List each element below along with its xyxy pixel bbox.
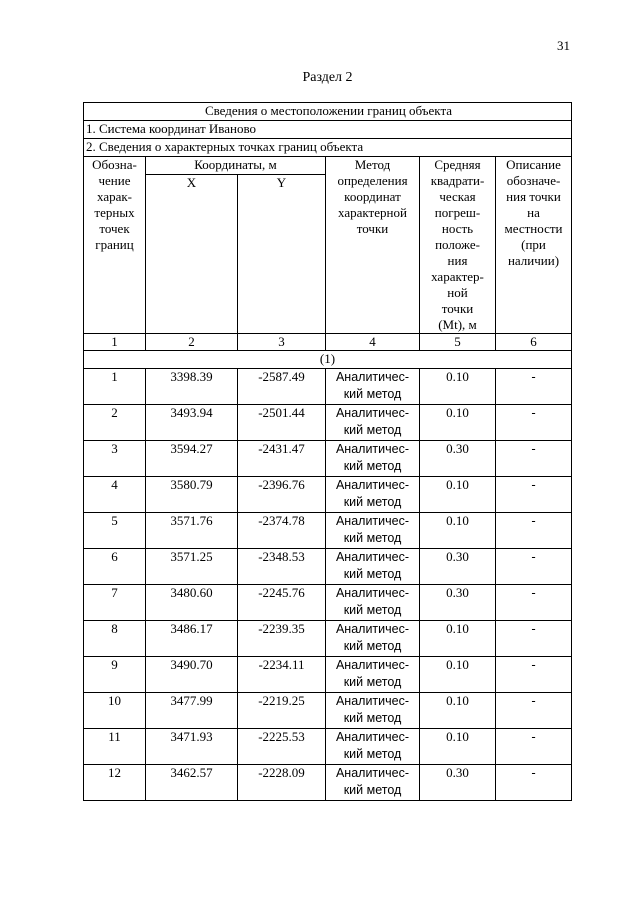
x-coordinate-cell: 3462.57 <box>146 765 238 801</box>
table-row <box>84 441 572 477</box>
points-info-row: 2. Сведения о характерных точках границ объекта <box>84 139 572 157</box>
description-cell: - <box>496 405 572 441</box>
table-row <box>84 621 572 657</box>
table-row <box>84 549 572 585</box>
x-coordinate-cell: 3490.70 <box>146 657 238 693</box>
group-row <box>84 351 572 369</box>
header-y: Y <box>238 175 326 334</box>
error-cell: 0.10 <box>420 621 496 657</box>
header-description: Описание обозначе- ния точки на местности (при наличии) <box>496 157 572 334</box>
table-row <box>84 405 572 441</box>
description-cell: - <box>496 693 572 729</box>
point-number-cell: 2 <box>84 405 146 441</box>
description-cell: - <box>496 657 572 693</box>
error-cell: 0.10 <box>420 729 496 765</box>
x-coordinate-cell: 3571.25 <box>146 549 238 585</box>
x-coordinate-cell: 3398.39 <box>146 369 238 405</box>
x-coordinate-cell: 3493.94 <box>146 405 238 441</box>
method-cell: Аналитичес- кий метод <box>326 477 420 513</box>
method-cell: Аналитичес- кий метод <box>326 405 420 441</box>
description-cell: - <box>496 441 572 477</box>
method-cell: Аналитичес- кий метод <box>326 549 420 585</box>
point-number-cell: 9 <box>84 657 146 693</box>
column-number-row <box>84 334 572 351</box>
y-coordinate-cell: -2587.49 <box>238 369 326 405</box>
table-row <box>84 657 572 693</box>
x-coordinate-cell: 3571.76 <box>146 513 238 549</box>
method-cell: Аналитичес- кий метод <box>326 513 420 549</box>
x-coordinate-cell: 3480.60 <box>146 585 238 621</box>
column-number: 1 <box>84 334 146 351</box>
description-cell: - <box>496 369 572 405</box>
header-coordinates: Координаты, м <box>146 157 326 175</box>
point-number-cell: 5 <box>84 513 146 549</box>
error-cell: 0.10 <box>420 405 496 441</box>
page-number: 31 <box>557 38 570 53</box>
method-cell: Аналитичес- кий метод <box>326 369 420 405</box>
table-title: Сведения о местоположении границ объекта <box>84 103 572 121</box>
error-cell: 0.30 <box>420 585 496 621</box>
y-coordinate-cell: -2225.53 <box>238 729 326 765</box>
description-cell: - <box>496 729 572 765</box>
point-number-cell: 12 <box>84 765 146 801</box>
header-method: Метод определения координат характерной точки <box>326 157 420 334</box>
method-cell: Аналитичес- кий метод <box>326 621 420 657</box>
point-number-cell: 11 <box>84 729 146 765</box>
column-number: 4 <box>326 334 420 351</box>
description-cell: - <box>496 765 572 801</box>
y-coordinate-cell: -2396.76 <box>238 477 326 513</box>
error-cell: 0.10 <box>420 369 496 405</box>
error-cell: 0.30 <box>420 765 496 801</box>
y-coordinate-cell: -2374.78 <box>238 513 326 549</box>
description-cell: - <box>496 513 572 549</box>
method-cell: Аналитичес- кий метод <box>326 585 420 621</box>
method-cell: Аналитичес- кий метод <box>326 441 420 477</box>
table-row <box>84 369 572 405</box>
x-coordinate-cell: 3580.79 <box>146 477 238 513</box>
x-coordinate-cell: 3477.99 <box>146 693 238 729</box>
section-title: Раздел 2 <box>302 70 353 85</box>
error-cell: 0.10 <box>420 477 496 513</box>
x-coordinate-cell: 3594.27 <box>146 441 238 477</box>
point-number-cell: 1 <box>84 369 146 405</box>
error-cell: 0.10 <box>420 693 496 729</box>
header-x: X <box>146 175 238 334</box>
y-coordinate-cell: -2239.35 <box>238 621 326 657</box>
description-cell: - <box>496 477 572 513</box>
y-coordinate-cell: -2234.11 <box>238 657 326 693</box>
x-coordinate-cell: 3486.17 <box>146 621 238 657</box>
y-coordinate-cell: -2431.47 <box>238 441 326 477</box>
point-number-cell: 7 <box>84 585 146 621</box>
table-row <box>84 477 572 513</box>
column-number: 5 <box>420 334 496 351</box>
point-number-cell: 6 <box>84 549 146 585</box>
table-row <box>84 585 572 621</box>
method-cell: Аналитичес- кий метод <box>326 657 420 693</box>
error-cell: 0.10 <box>420 513 496 549</box>
error-cell: 0.30 <box>420 549 496 585</box>
method-cell: Аналитичес- кий метод <box>326 693 420 729</box>
error-cell: 0.30 <box>420 441 496 477</box>
y-coordinate-cell: -2245.76 <box>238 585 326 621</box>
x-coordinate-cell: 3471.93 <box>146 729 238 765</box>
description-cell: - <box>496 621 572 657</box>
header-designation: Обозна- чение харак- терных точек границ <box>84 157 146 334</box>
y-coordinate-cell: -2501.44 <box>238 405 326 441</box>
method-cell: Аналитичес- кий метод <box>326 729 420 765</box>
point-number-cell: 4 <box>84 477 146 513</box>
coordinate-system-row: 1. Система координат Иваново <box>84 121 572 139</box>
y-coordinate-cell: -2228.09 <box>238 765 326 801</box>
table-row <box>84 765 572 801</box>
table-row <box>84 693 572 729</box>
description-cell: - <box>496 549 572 585</box>
table-row <box>84 729 572 765</box>
point-number-cell: 3 <box>84 441 146 477</box>
boundary-points-table <box>83 102 572 801</box>
description-cell: - <box>496 585 572 621</box>
method-cell: Аналитичес- кий метод <box>326 765 420 801</box>
point-number-cell: 8 <box>84 621 146 657</box>
table-row <box>84 513 572 549</box>
point-number-cell: 10 <box>84 693 146 729</box>
header-error: Средняя квадрати- ческая погреш- ность положе- ния характер- ной точки (Mt), м <box>420 157 496 334</box>
y-coordinate-cell: -2348.53 <box>238 549 326 585</box>
error-cell: 0.10 <box>420 657 496 693</box>
group-label: (1) <box>84 351 572 369</box>
column-number: 6 <box>496 334 572 351</box>
column-number: 3 <box>238 334 326 351</box>
column-number: 2 <box>146 334 238 351</box>
y-coordinate-cell: -2219.25 <box>238 693 326 729</box>
